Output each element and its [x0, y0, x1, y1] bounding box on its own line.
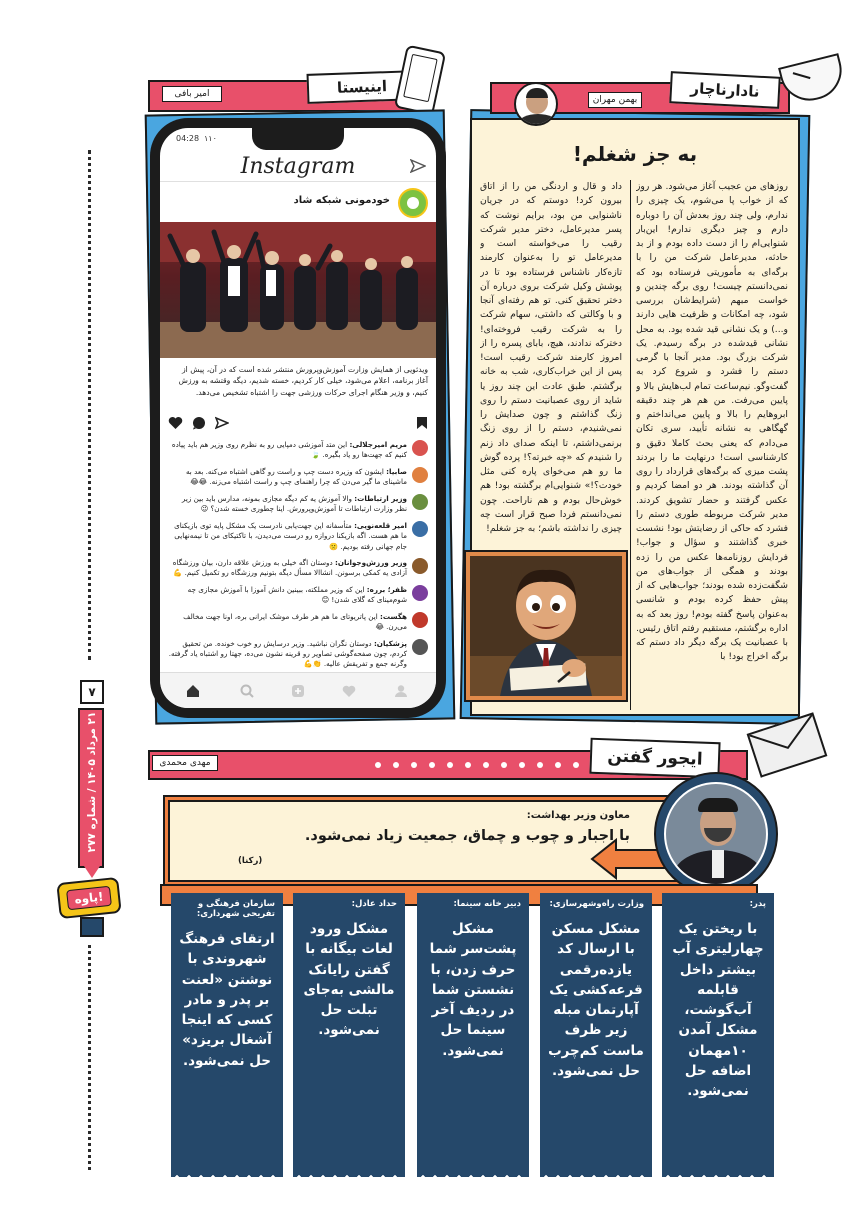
activity-icon[interactable] [342, 684, 356, 698]
quote-section-title-text: ایجور گفتن [607, 746, 703, 770]
card-4 [293, 893, 405, 1169]
comment-avatar[interactable] [412, 639, 428, 655]
quote-text: با اجبار و چوب و چماق، جمعیت زیاد نمی‌شود. [304, 828, 630, 844]
ribbon-tail [84, 866, 100, 878]
comment-item [168, 639, 428, 670]
card-head: حداد عادل: [351, 899, 397, 909]
comment-author[interactable]: هگست: [380, 611, 407, 621]
comment-author[interactable]: وزیر ارتباطات: [354, 493, 407, 503]
comment-author[interactable]: امیر قلعه‌نویی: [354, 520, 407, 530]
quote-author: مهدی محمدی [152, 755, 218, 771]
comment-text: این که وزیر مملکته، ببینین دانش آموزا با آموزش مجازی چه شوم‌مینای که گلای شدن! 😊 [187, 584, 407, 605]
column-author: بهمن مهران [588, 92, 642, 108]
column-text-left: داد و قال و اردنگی من را از اتاق بیرون کرد! دوستم که در جریان ناشنوایی من بود، برایم نوشت که پسر مدیرعامل، دختر مدیر شرکت رقیب را می‌خواسته است و مدیرعامل تو را به‌عنوان کارمند تازه‌کار ناشناس فرستاده بود تا در پوشش وکیل شرکت بروی درباره آن دختر تحقیق کنی. تو هم رفته‌ای آنجا و با وکالتی که داشتی، سهام شرکت را به شرکت رقیب فروخته‌ای! دخترکه ندادند، هیچ، بابای پسره را از امروز کارمند شرکت رقیب است! پس از این خراب‌کاری، شب به خانه برگشتم. طبق عادت این چند روز یا شاید از روی عصبانیت دستم را روی زنگ گذاشتم و چون صدایش را نمی‌شنیدم، دستم را از روی زنگ برنمی‌داشتم، تا اینکه صدای داد زنم را شنیدم که «چه خبرته؟! پرده گوش ما رو هم می‌خوای پاره کنی مثل خودت؟!» شنوایی‌ام برگشته بود! هم خوش‌حال بودم و هم ناراحت. چون نمی‌دانستم فردا صبح قرار است چه چیزی را نداشته باشم؛ به جز شغلم! [480, 181, 622, 534]
bookmark-icon[interactable] [416, 416, 428, 430]
column-section-title [669, 71, 781, 109]
issue-ribbon [78, 708, 104, 868]
page-number: ۷ [80, 680, 104, 704]
comment-text: متأسفانه این جهت‌یابی نادرست یک مشکل پایه توی بازیکنای ما هم هست. اگه بازیکنا دروازه رو درست می‌دیدن، با تاکتیکای من تا نیمه‌نهایی جام جهانی رفته بودیم. 🙁 [174, 520, 407, 551]
quote-speaker: معاون وزیر بهداشت: [526, 810, 630, 821]
bottom-nav [160, 672, 436, 708]
card-body: مشکل پشت‌سر شما حرف زدن، با نشستن شما در ردیف آخر سینما حل نمی‌شود. [429, 921, 517, 1059]
comment-item [168, 440, 428, 461]
card-body: با ریختن یک چهارلیتری آب بیشتر داخل قابلمه آب‌گوشت، مشکل آمدن ۱۰مهمان اضافه حل نمی‌شود. [672, 921, 764, 1099]
logo-text: پاوه! [67, 886, 112, 910]
post-photo-scene [160, 222, 436, 358]
card-body: مشکل ورود لغات بیگانه با گفتن رایانک مالشی به‌جای تبلت حل نمی‌شود. [303, 921, 395, 1039]
status-icons: ۱۱۰ [204, 134, 217, 143]
comment-item [168, 521, 428, 552]
send-icon[interactable] [410, 159, 426, 173]
instagram-topbar [160, 152, 436, 182]
comment-author[interactable]: پزشکیان: [373, 638, 407, 648]
column-text-right: روزهای من عجیب آغاز می‌شود. هر روز که از خواب پا می‌شوم، یک چیزی را ندارم، ولی چند روز بعدش آن را دوباره دارم و چیز دیگری ندارم! این‌بار شنوایی‌ام را از دست داده بودم و از بد حادثه، مدیرعامل شرکت من را با برگه‌ای به مأموریتی فرستاده بود که نمی‌دانستم چیست! روی برگه چندین و خواست مبهم (شرایط‌شان بررسی شود، چه امکانات و ظرفیت هایی دارند و...) و یک نشانی قید شده بود. به محل نشانی قیدشده در برگه رسیدم. یک شرکت بزرگ بود. مدیر آنجا با گرمی دستم را فشرد و شروع کرد به گفت‌وگو. نیم‌ساعت تمام لب‌هایش بالا و پایین می‌رفت. من هم هر چند دقیقه ابروهایم را بالا و پایین می‌انداختم و گهگاهی به نشانه تأیید، سری تکان می‌دادم که یعنی بحث کاملا دقیق و کارشناسی است! درنهایت ما را بردند پشت میزی که برگه‌های قرارداد را روی آن گذاشته بودند. هر دو امضا کردیم و عکس گرفتند و حضار تشویق کردند. مدیر شرکت مربوطه طوری دستم را فشرد که حاکی از رضایتش بود! نشست خبری گذاشتند و سؤال و جواب! فردایش روزنامه‌ها عکس من را زده بودند و همگی از جواب‌های من شگفت‌زده شده بودند؛ جواب‌هایی که از پیش حفظ کرده بودم و شانسی به‌عنوان پاسخ گفته بودم! روز بعد که به اداره برگشتم، مستقیم رفتم اتاق رئیس. با عصبانیت یک برگه دیگر داد دستم که برگه اخراج بود! با [636, 181, 788, 663]
column-illustration [466, 552, 626, 700]
logo-stand [80, 917, 104, 937]
speaker-portrait [664, 782, 768, 886]
card-head: سازمان فرهنگی و تفریحی شهرداری: [196, 899, 275, 919]
comment-avatar[interactable] [412, 585, 428, 601]
post-actions [168, 414, 428, 432]
comment-author[interactable]: صابیا: [386, 466, 407, 476]
card-body: ارتقای فرهنگ شهروندی با نوشتن «لعنت بر پدر و مادر کسی که اینجا آشغال بریزد» حل نمی‌شود. [179, 931, 275, 1069]
card-1 [662, 893, 774, 1169]
comment-author[interactable]: وزیر ورزش‌وجوانان: [335, 557, 407, 567]
comment-item [168, 585, 428, 606]
comment-avatar[interactable] [412, 612, 428, 628]
post-caption: ویدئویی از همایش وزارت آموزش‌وپرورش منتشر شده است که در آن، پیش از آغاز برنامه، اعلام می‌شود، خیلی کار کردیم، خسته شدیم، دیگه وقتشه به ورزش کنیم، و وزیر هنگام اجرای حرکات ورزشی جهت را اشتباه تشخیص می‌دهد. [178, 365, 428, 397]
comment-item [168, 467, 428, 488]
account-name[interactable]: خودمونی شبکه شاد [293, 195, 390, 206]
instagram-logo: Instagram [240, 154, 356, 179]
card-head: دبیر خانه سینما: [453, 899, 521, 909]
comment-icon[interactable] [192, 416, 206, 430]
comment-avatar[interactable] [412, 440, 428, 456]
comment-author[interactable]: مریم امیرجلالی: [349, 440, 407, 449]
comment-avatar[interactable] [412, 558, 428, 574]
instagram-section-title-text: اینیستا [336, 77, 388, 97]
comment-text: دوستان اگه خیلی به ورزش علاقه دارن، بیان ورزشگاه آزادی یه کمکی برسونن. انشاالا مسأل دیگه بتونیم ورزشگاه رو تکمیل کنیم. 💪 [172, 557, 407, 578]
issue-info: ۲۱ مرداد ۱۴۰۵ / شماره ۲۷۷ [86, 711, 98, 853]
column-divider [630, 180, 631, 710]
card-zigzag [293, 1167, 405, 1177]
instagram-author: امیر بافی [162, 86, 222, 102]
card-head: پدر: [749, 899, 766, 909]
margin-dots-bottom [88, 945, 91, 1170]
account-avatar[interactable] [398, 188, 428, 218]
margin-dots-top [88, 150, 91, 660]
comment-item [168, 494, 428, 515]
comment-avatar[interactable] [412, 467, 428, 483]
comment-text: والا آموزش یه کم دیگه مجازی بمونه، مدارس باید بین زیر نظر وزارت ارتباطات تا آموزش‌وپرورش. اینا چطوری خسته شدن؟ 😉 [181, 493, 407, 514]
cartoon-man-signing [470, 556, 622, 696]
profile-icon[interactable] [394, 684, 408, 698]
card-zigzag [540, 1167, 652, 1177]
comment-text: ایشون که وزیره دست چپ و راست رو گاهی اشتباه می‌کنه. بعد به ماشینای ما گیر می‌دن که چرا راهنمای چپ و راست اشتباه می‌زنه. 😂😂 [185, 466, 407, 487]
column-section-title-text: نادارناچار [690, 79, 760, 101]
card-5 [171, 893, 283, 1169]
phone-icon [394, 45, 446, 116]
card-zigzag [417, 1167, 529, 1177]
comment-item [168, 558, 428, 579]
comment-item [168, 612, 428, 633]
comment-avatar[interactable] [412, 521, 428, 537]
comment-text: این پاتریوتای ما هم هر طرف موشک ایرانی بره، اونا جهت مخالف می‌رن. 😂 [183, 611, 407, 632]
share-icon[interactable] [215, 416, 229, 430]
search-icon[interactable] [240, 684, 254, 698]
status-time: 04:28 [176, 134, 200, 143]
card-head: وزارت راه‌وشهرسازی: [549, 899, 644, 909]
post-photo [160, 222, 436, 358]
comment-text: این متد آموزشی دمپایی رو به نظرم روی وزیر هم باید پیاده کنیم که جهت‌ها رو یاد بگیره. 🍃 [171, 440, 407, 460]
card-zigzag [662, 1167, 774, 1177]
card-body: مشکل مسکن با ارسال کد یازده‌رقمی قرعه‌کشی یک آپارتمان مبله زیر ظرف ماست کم‌چرب حل نمی‌شود. [548, 921, 644, 1079]
card-zigzag [171, 1167, 283, 1177]
comment-author[interactable]: ظفر؛ برره: [366, 584, 407, 594]
phone-screen [160, 128, 436, 708]
post-header [160, 186, 436, 220]
speaker-portrait-frame [654, 772, 778, 896]
card-3 [417, 893, 529, 1169]
add-post-icon[interactable] [291, 684, 305, 698]
heart-icon[interactable] [168, 416, 183, 430]
comment-avatar[interactable] [412, 494, 428, 510]
author-avatar [514, 82, 558, 126]
phone-frame [150, 118, 446, 718]
column-headline: به جز شغلم! [572, 142, 698, 166]
quote-source: (رکنا) [238, 856, 263, 866]
home-icon[interactable] [186, 684, 200, 698]
comment-text: دوستان نگران نباشید. وزیر درسایش رو خوب خونده. من تحقیق کردم، چون صفحه‌گوشی تصاویر رو قرینه نشون می‌ده، جهتا رو اشتباه یاد گرفته. وگرنه جمع و تفریقش عالیه. 👏💪 [168, 638, 407, 669]
phone-notch [252, 128, 344, 150]
quote-section-title [589, 738, 720, 779]
logo-badge [56, 877, 121, 919]
comments-list [168, 440, 428, 676]
card-2 [540, 893, 652, 1169]
